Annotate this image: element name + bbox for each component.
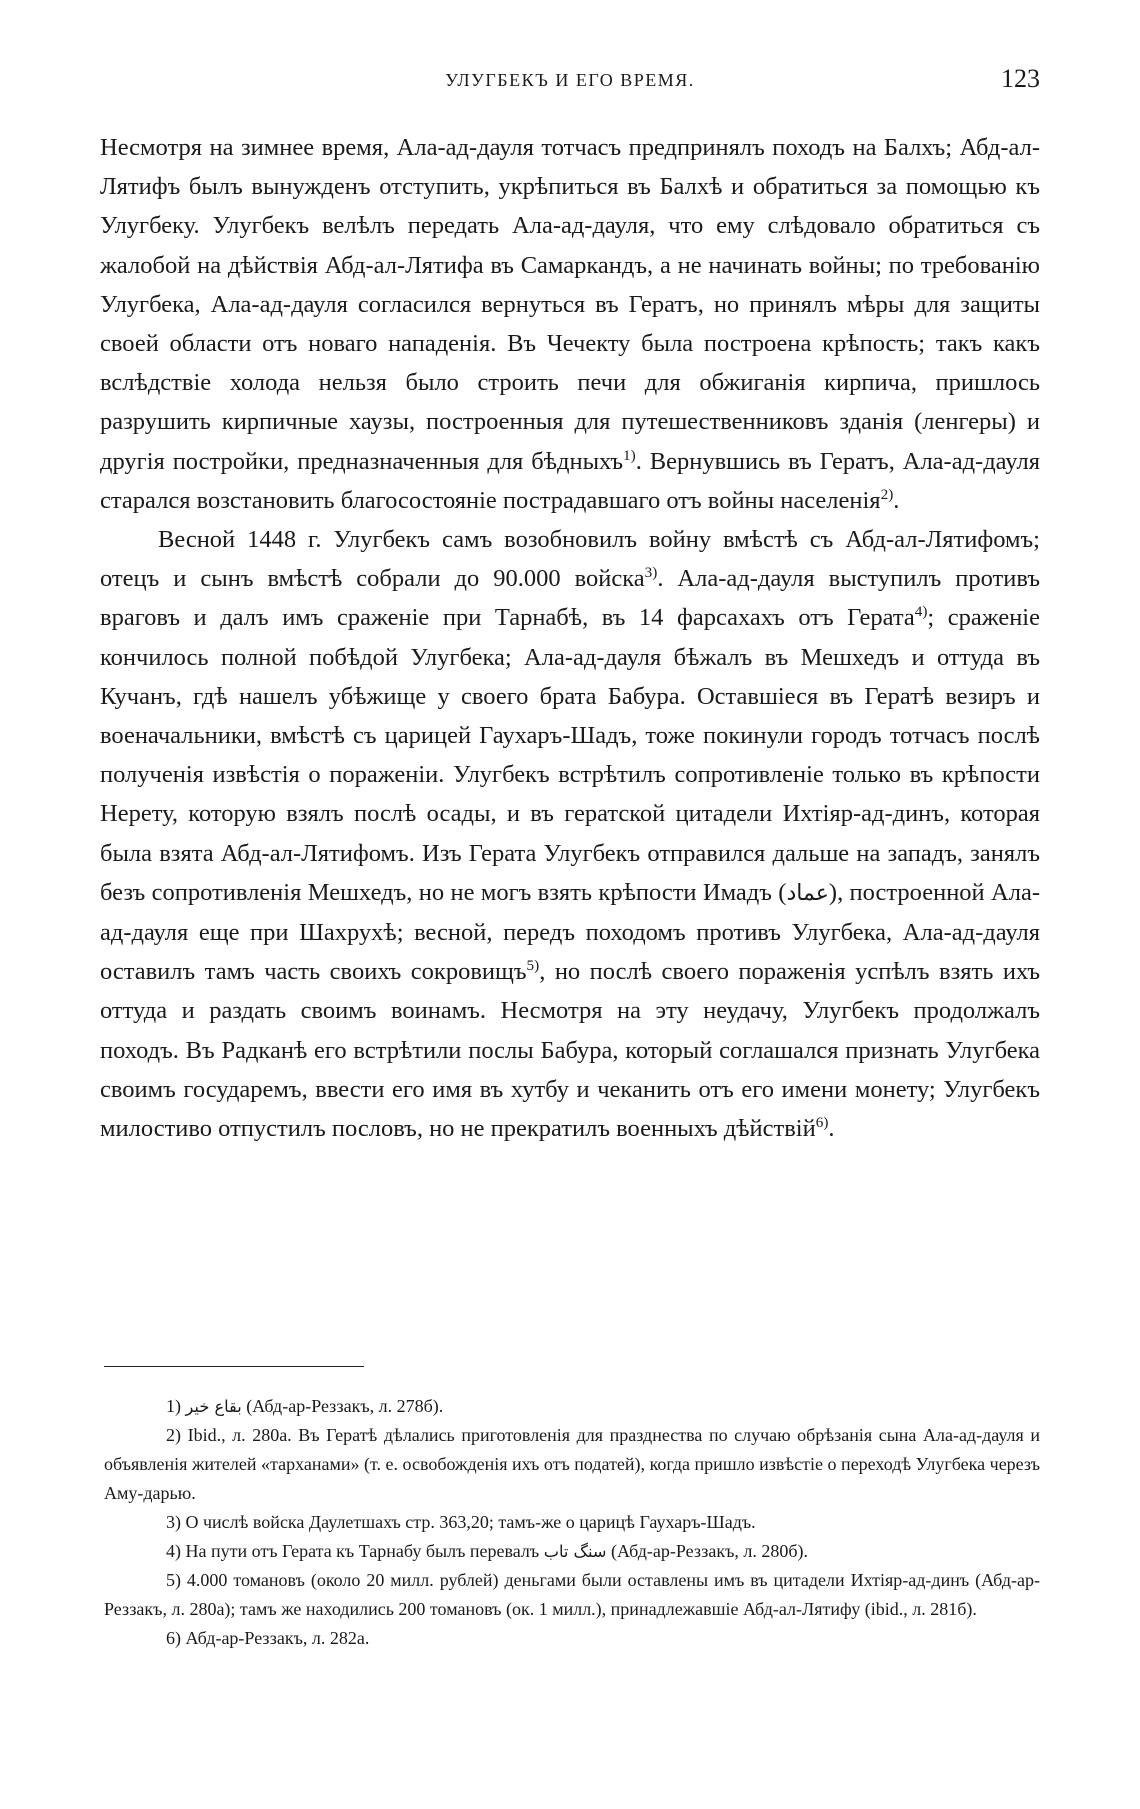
footnote-ref-2: 2) [880, 485, 894, 503]
main-text [100, 128, 1040, 1148]
text-run: Несмотря на зимнее время, Ала-ад-дауля тотчасъ предпринялъ походъ на Балхъ; Абд-ал-Лятифъ былъ вынужденъ отступить, укрѣпиться въ Балхѣ и обратиться за помощью къ Улугбеку. Улугбекъ велѣлъ передать Ала-ад-дауля, что ему слѣдовало обратиться съ жалобой на дѣйствія Абд-ал-Лятифа въ Самаркандъ, а не начинать войны; по требованію Улугбека, Ала-ад-дауля согласился вернуться въ Гератъ, но принялъ мѣры для защиты своей области отъ новаго нападенія. Въ Чечекту была построена крѣпость; такъ какъ вслѣдствіе холода нельзя было строить печи для обжиганія кирпича, пришлось разрушить кирпичные хаузы, построенныя для путешественниковъ зданія (ленгеры) и другія постройки, предназначенныя для бѣдныхъ [100, 134, 1040, 475]
text-run: ), построенной Ала-ад-дауля еще при Шахрухѣ; весной, передъ походомъ противъ Улугбека, Ала-ад-дауля оставилъ тамъ часть своихъ сокровищъ [100, 878, 1040, 986]
text-run: ; сраженіе кончилось полной побѣдой Улугбека; Ала-ад-дауля бѣжалъ въ Мешхедъ и оттуда въ Кучанъ, гдѣ нашелъ убѣжище у своего брата Бабура. Оставшіеся въ Гератѣ везиръ и военачальники, вмѣстѣ съ царицей Гаухаръ-Шадъ, тоже покинули городъ тотчасъ послѣ полученія извѣстія о пораженіи. Улугбекъ встрѣтилъ сопротивленіе только въ крѣпости Нерету, которую взялъ послѣ осады, и въ гератской цитадели Ихтіяр-ад-динъ, которая была взята Абд-ал-Лятифомъ. Изъ Герата Улугбекъ отправился дальше на западъ, занялъ безъ сопротивленія Мешхедъ, но не могъ взять крѣпости Имадъ ( [100, 604, 1040, 906]
footnote-text: На пути отъ Герата къ Тарнабу былъ перевалъ [181, 1541, 544, 1561]
page-header [100, 60, 1040, 110]
footnote-text: (Абд-ар-Реззакъ, л. 280б). [606, 1541, 809, 1561]
footnote-5 [104, 1566, 1040, 1624]
text-run: . [893, 486, 900, 514]
text-run: . Ала-ад-дауля выступилъ противъ враговъ и далъ имъ сраженіе при Тарнабѣ, въ 14 фарсахахъ отъ Герата [100, 565, 1040, 632]
paragraph-1 [100, 128, 1040, 520]
footnote-label: 2) [166, 1425, 181, 1445]
footnote-6 [104, 1624, 1040, 1653]
text-run: . [828, 1115, 835, 1143]
arabic-word: بقاع خير [185, 1397, 242, 1416]
footnote-ref-5: 5) [526, 957, 540, 975]
footnote-ref-4: 4) [914, 603, 928, 621]
footnote-2 [104, 1421, 1040, 1508]
footnote-ref-1: 1) [623, 446, 636, 464]
footnote-label: 5) [166, 1570, 181, 1590]
running-title: УЛУГБЕКЪ И ЕГО ВРЕМЯ. [445, 70, 695, 90]
footnote-text: (Абд-ар-Реззакъ, л. 278б). [241, 1396, 444, 1416]
text-run: . Вернувшись въ Гератъ, Ала-ад-дауля старался возстановить благосостояніе пострадавшаго отъ войны населенія [100, 447, 1040, 514]
footnote-text: Ibid., л. 280а. Въ Гератѣ дѣлались приготовленія для празднества по случаю обрѣзанія сына Ала-ад-дауля и объявленія жителей «тарханами» (т. е. освобожденія ихъ отъ податей), когда пришло извѣстіе о переходѣ Улугбека черезъ Аму-дарью. [104, 1425, 1040, 1503]
page-number: 123 [1001, 64, 1040, 93]
footnote-ref-3: 3) [644, 564, 658, 582]
footnote-4 [104, 1537, 1040, 1566]
footnote-text: 4.000 томановъ (около 20 милл. рублей) деньгами были оставлены имъ въ цитадели Ихтіяр-ад-динъ (Абд-ар-Реззакъ, л. 280а); тамъ же находились 200 томановъ (ок. 1 милл.), принадлежавшіе Абд-ал-Лятифу (ibid., л. 281б). [104, 1570, 1040, 1619]
footnote-text: Абд-ар-Реззакъ, л. 282а. [181, 1628, 370, 1648]
footnote-label: 3) [166, 1512, 181, 1532]
footnote-ref-6: 6) [815, 1113, 829, 1131]
arabic-word: عماد [786, 880, 829, 906]
footnote-label: 1) [166, 1396, 181, 1416]
arabic-word: سنگ تاب [543, 1542, 607, 1561]
footnote-label: 6) [166, 1628, 181, 1648]
paragraph-2 [100, 520, 1040, 1148]
footnote-1 [104, 1392, 1040, 1421]
footnotes [104, 1392, 1040, 1653]
footnote-text: О числѣ войска Даулетшахъ стр. 363,20; тамъ-же о царицѣ Гаухаръ-Шадъ. [181, 1512, 756, 1532]
footnote-3 [104, 1508, 1040, 1537]
text-run: , но послѣ своего пораженія успѣлъ взять ихъ оттуда и раздать своимъ воинамъ. Несмотря на эту неудачу, Улугбекъ продолжалъ походъ. Въ Радканѣ его встрѣтили послы Бабура, который соглашался признать Улугбека своимъ государемъ, ввести его имя въ хутбу и чеканить отъ его имени монету; Улугбекъ милостиво отпустилъ пословъ, но не прекратилъ военныхъ дѣйствій [100, 958, 1040, 1143]
footnote-label: 4) [166, 1541, 181, 1561]
footnote-divider [104, 1366, 364, 1367]
text-run: Весной 1448 г. Улугбекъ самъ возобновилъ войну вмѣстѣ съ Абд-ал-Лятифомъ; отецъ и сынъ вмѣстѣ собрали до 90.000 войска [100, 526, 1040, 593]
